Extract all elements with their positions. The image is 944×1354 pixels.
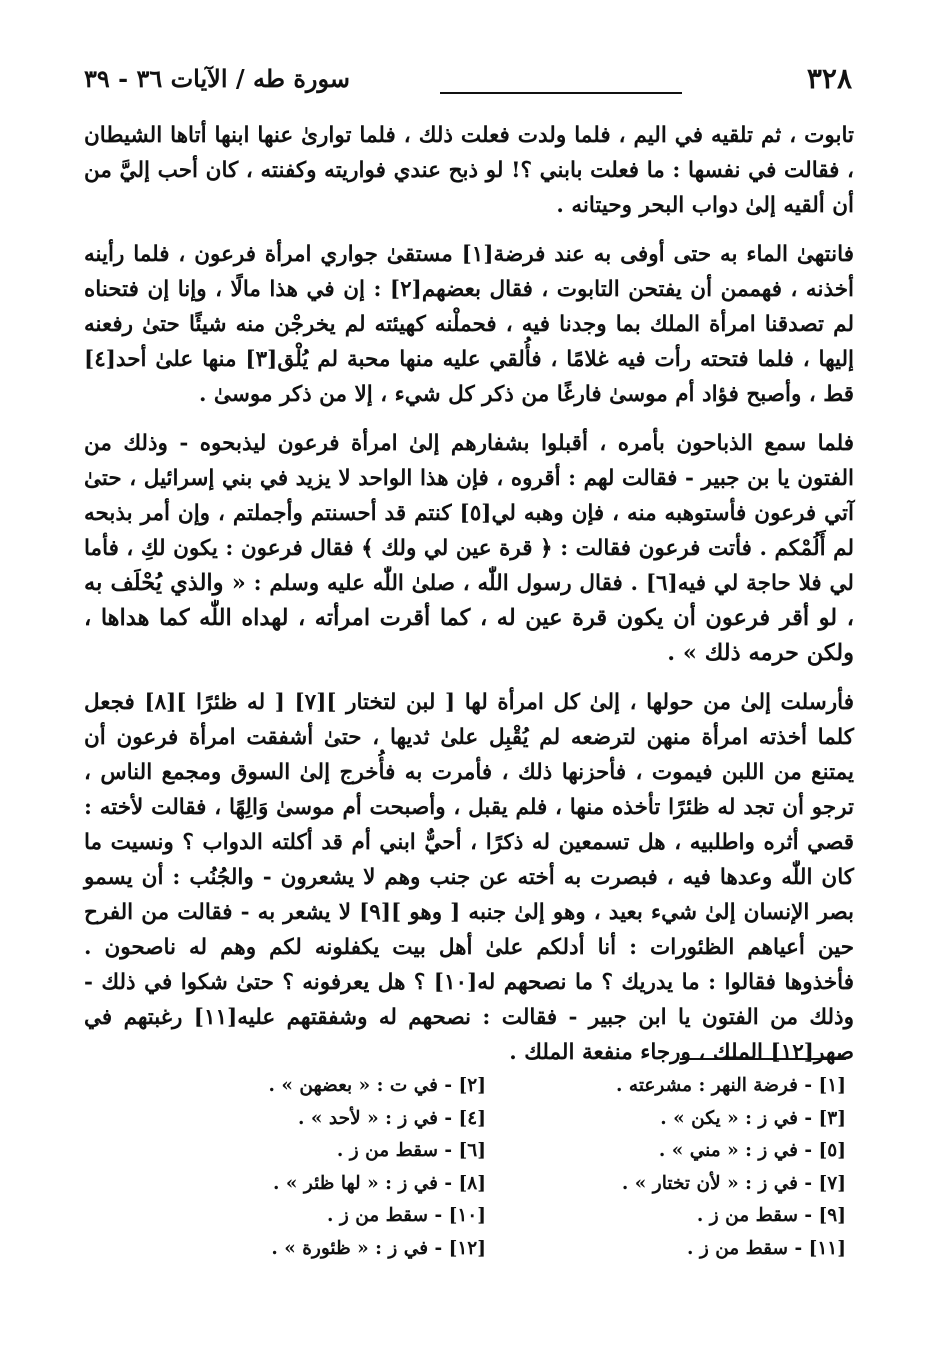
footnote: [٤] - في ز : « لأحد » . bbox=[298, 1107, 486, 1129]
page-header bbox=[84, 62, 852, 102]
footnote: [٩] - سقط من ز . bbox=[696, 1205, 846, 1226]
footnote-separator bbox=[680, 1058, 846, 1060]
main-text bbox=[84, 118, 854, 1070]
running-title: سورة طه / الآيات ٣٦ - ٣٩ bbox=[84, 64, 351, 93]
footnote: [٣] - في ز : « يكن » . bbox=[660, 1107, 846, 1129]
paragraph: تابوت ، ثم تلقيه في اليم ، فلما ولدت فعلت ذلك ، فلما توارىٰ عنها ابنها أتاها الشيطان ، فقالت في نفسها : ما فعلت بابني ؟! لو ذبح عندي فواريته وكفنته ، كان أحب إليَّ من أن ألقيه إلىٰ دواب البحر وحيتانه . bbox=[84, 123, 854, 218]
footnote: [٢] - في ت : « بعضهن » . bbox=[268, 1075, 486, 1096]
header-rule bbox=[440, 92, 682, 94]
footnotes bbox=[146, 1070, 846, 1265]
footnote: [١١] - سقط من ز . bbox=[686, 1237, 846, 1259]
paragraph-text: فلما سمع الذباحون بأمره ، أقبلوا بشفارهم إلىٰ امرأة فرعون ليذبحوه - وذلك من الفتون يا بن جبير - فقالت لهم : أقروه ، فإن هذا الواحد لا يزيد في بني إسرائيل ، حتىٰ آتي فرعون فأستوهبه منه ، فإن وهبه لي[٥] كنتم قد أحسنتم وأجملتم ، وإن أمر بذبحه لم أَلُمْكم . فأتت فرعون فقالت : ﴿ قرة عين لي ولك ﴾ فقال فرعون : يكون لكِ ، فأما لي فلا حاجة لي فيه[٦] . فقال رسول اللّٰه ، صلىٰ اللّٰه عليه وسلم : bbox=[84, 431, 854, 596]
footnote: [١٢] - في ز : « ظئورة » . bbox=[271, 1237, 486, 1259]
paragraph bbox=[84, 426, 854, 671]
footnote: [١] - فرضة النهر : مشرعته . bbox=[616, 1075, 846, 1096]
hadith-quote: « والذي يُحْلَف به ، لو أقر فرعون أن يكون قرة عين له ، كما أقرت امرأته ، لهداه اللّٰه كما هداها ، ولكن حرمه ذلك » . bbox=[84, 570, 854, 666]
footnote: [٦] - سقط من ز . bbox=[336, 1140, 486, 1161]
paragraph: فانتهىٰ الماء به حتى أوفى به عند فرضة[١] مستقىٰ جواري امرأة فرعون ، فلما رأينه أخذنه ، فهممن أن يفتحن التابوت ، فقال بعضهم[٢] : إن في هذا مالًا ، وإنا إن فتحناه لم تصدقنا امرأة الملك بما وجدنا فيه ، فحملْنه كهيئته لم يخرجْن منه شيئًا حتىٰ رفعنه إليها ، فلما فتحته رأت فيه غلامًا ، فأُلقي عليه منها محبة لم يُلْق[٣] منها علىٰ أحد[٤] قط ، وأصبح فؤاد أم موسىٰ فارغًا من ذكر كل شيء ، إلا من ذكر موسىٰ . bbox=[84, 242, 855, 407]
footnote: [٧] - في ز : « لأن تختار » . bbox=[621, 1172, 846, 1194]
paragraph: فأرسلت إلىٰ من حولها ، إلىٰ كل امرأة لها [ لبن لتختار ][٧] [ له ظئرًا ][٨] فجعل كلما أخذته امرأة منهن لترضعه لم يُقْبِل علىٰ ثديها ، حتىٰ أشفقت امرأة فرعون أن يمتنع من اللبن فيموت ، فأحزنها ذلك ، فأمرت به فأُخرج إلىٰ السوق ومجمع الناس ، ترجو أن تجد له ظئرًا تأخذه منها ، فلم يقبل ، وأصبحت أم موسىٰ وَالِهًا ، فقالت لأخته : قصي أثره واطلبيه ، هل تسمعين له ذكرًا ، أحيٌّ ابني أم قد أكلته الدواب ؟ ونسيت ما كان اللّٰه وعدها فيه ، فبصرت به أخته عن جنب وهم لا يشعرون - والجُنُب : أن يسمو بصر الإنسان إلىٰ شيء بعيد ، وهو إلىٰ جنبه [ وهو ][٩] لا يشعر به - فقالت من الفرح حين أعياهم الظئورات : أنا أدلكم علىٰ أهل بيت يكفلونه لكم وهم له ناصحون . فأخذوها فقالوا : ما يدريك ؟ ما نصحهم له[١٠] ؟ هل يعرفونه ؟ حتىٰ شكوا في ذلك - وذلك من الفتون يا ابن جبير - فقالت : نصحهم له وشفقتهم عليه[١١] رغبتهم في صهر[١٢] الملك ، ورجاء منفعة الملك . bbox=[84, 690, 855, 1065]
footnote: [٨] - في ز : « لها ظئر » . bbox=[272, 1172, 486, 1194]
page-number: ٣٢٨ bbox=[806, 62, 852, 95]
footnote: [١٠] - سقط من ز . bbox=[326, 1205, 486, 1226]
footnote: [٥] - في ز : « مني » . bbox=[658, 1140, 846, 1161]
